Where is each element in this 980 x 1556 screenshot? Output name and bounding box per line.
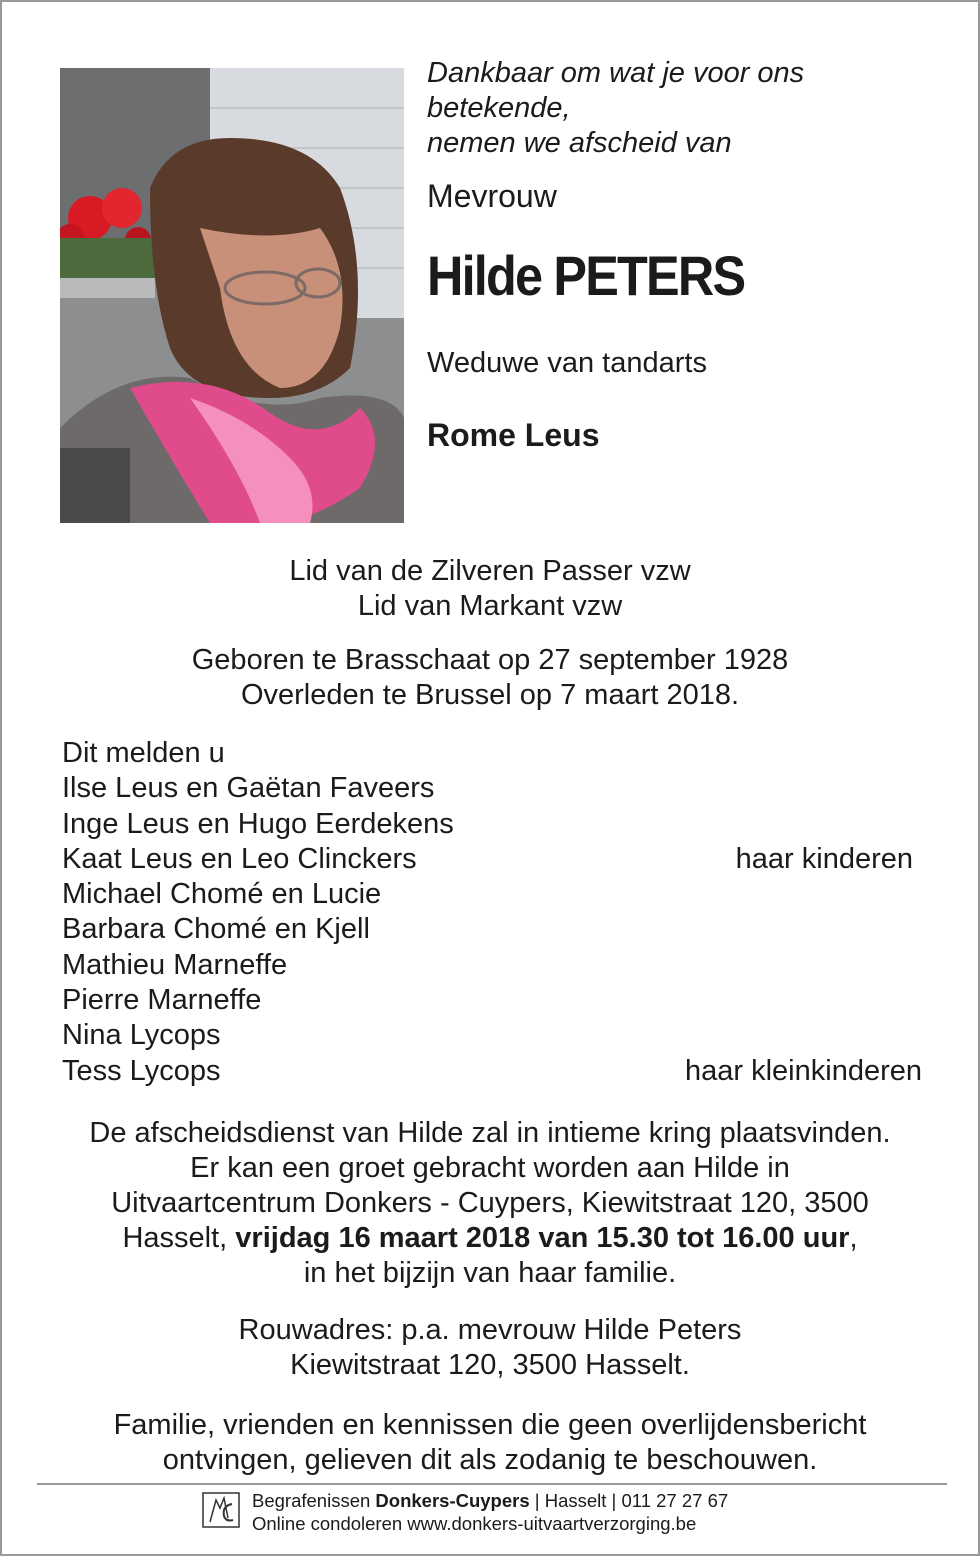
service-line: De afscheidsdienst van Hilde zal in intieme kring plaatsvinden.: [89, 1117, 891, 1149]
closing-line: ontvingen, gelieven dit als zodanig te beschouwen.: [162, 1444, 818, 1476]
service-line: Uitvaartcentrum Donkers - Cuypers, Kiewitstraat 120, 3500: [111, 1187, 869, 1219]
family-line: Dit melden u: [62, 737, 225, 769]
grandchildren-role: haar kleinkinderen: [685, 1054, 922, 1087]
closing-line: Familie, vrienden en kennissen die geen overlijdensbericht: [113, 1409, 867, 1441]
header-block: [427, 56, 947, 454]
service-info: [2, 1116, 978, 1291]
spouse-name: Rome Leus: [427, 417, 600, 453]
funeral-home-logo-icon: [202, 1492, 240, 1528]
footer-online: Online condoleren www.donkers-uitvaartverzorging.be: [252, 1513, 697, 1534]
memberships: [2, 554, 978, 624]
service-line: Er kan een groet gebracht worden aan Hilde in: [190, 1152, 790, 1184]
footer-divider: [37, 1483, 947, 1485]
address-line: Kiewitstraat 120, 3500 Hasselt.: [290, 1349, 690, 1381]
family-line: Michael Chomé en Lucie: [62, 878, 382, 911]
family-line: Nina Lycops: [62, 1019, 221, 1052]
family-line: Inge Leus en Hugo Eerdekens: [62, 807, 454, 840]
service-datetime: vrijdag 16 maart 2018 van 15.30 tot 16.00 uur: [235, 1222, 850, 1254]
family-list: [62, 736, 922, 1089]
service-line: Hasselt, vrijdag 16 maart 2018 van 15.30 tot 16.00 uur,: [122, 1222, 858, 1254]
membership-line: Lid van de Zilveren Passer vzw: [289, 555, 691, 587]
family-line: Pierre Marneffe: [62, 984, 262, 1017]
birth-line: Geboren te Brasschaat op 27 september 1928: [191, 644, 789, 676]
family-line: Kaat Leus en Leo Clinckers haar kinderen: [62, 842, 922, 877]
address-line: Rouwadres: p.a. mevrouw Hilde Peters: [238, 1314, 742, 1346]
deceased-name: Hilde PETERS: [427, 244, 745, 307]
relation-text: Weduwe van tandarts: [427, 347, 707, 379]
mourning-address: [2, 1313, 978, 1383]
footer-contact: Begrafenissen Donkers-Cuypers | Hasselt | 011 27 27 67: [252, 1490, 729, 1511]
footer: [202, 1489, 802, 1537]
company-name: Donkers-Cuypers: [375, 1490, 530, 1511]
intro-line-3: nemen we afscheid van: [427, 127, 732, 159]
intro-line-2: betekende,: [427, 92, 571, 124]
family-line: Barbara Chomé en Kjell: [62, 913, 370, 946]
life-dates: [2, 643, 978, 713]
membership-line: Lid van Markant vzw: [357, 590, 623, 622]
death-line: Overleden te Brussel op 7 maart 2018.: [240, 679, 740, 711]
footer-text: [252, 1489, 728, 1535]
family-line: Ilse Leus en Gaëtan Faveers: [62, 772, 435, 805]
children-role: haar kinderen: [735, 842, 913, 875]
closing-note: [2, 1408, 978, 1478]
family-line: Mathieu Marneffe: [62, 948, 288, 981]
service-line: in het bijzijn van haar familie.: [303, 1257, 677, 1289]
family-line: Tess Lycops haar kleinkinderen: [62, 1054, 922, 1089]
portrait-photo: [60, 68, 404, 523]
intro-line-1: Dankbaar om wat je voor ons: [427, 57, 805, 89]
honorific: Mevrouw: [427, 178, 557, 214]
